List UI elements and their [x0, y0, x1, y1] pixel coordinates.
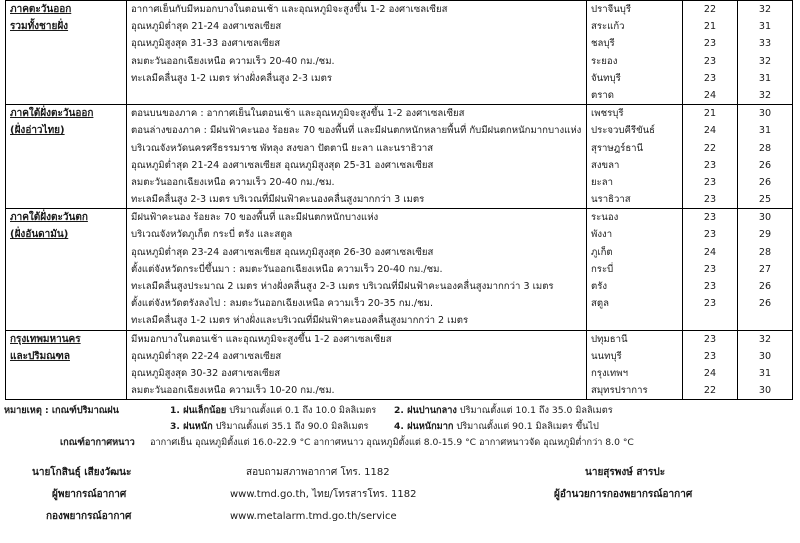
min-temp: [687, 312, 733, 329]
province-name: จันทบุรี: [591, 72, 621, 84]
region-group: [6, 330, 793, 400]
province-name: สระแก้ว: [591, 21, 625, 33]
max-temp: 26: [758, 159, 772, 171]
max-temp: 30: [758, 385, 772, 397]
forecast-description: [127, 1, 587, 105]
description-line: ลมตะวันออกเฉียงเหนือ ความเร็ว 10-20 กม./ชม.: [131, 385, 335, 397]
region-name-line: รวมทั้งชายฝั่ง: [10, 21, 69, 32]
description-line: อุณหภูมิต่ำสุด 21-24 องศาเซลเซียส: [131, 21, 282, 33]
min-temp: 23: [703, 55, 717, 67]
min-temp: 24: [703, 89, 717, 101]
max-temp: 31: [758, 367, 772, 379]
description-line: ตั้งแต่จังหวัดกระบี่ขึ้นมา : ลมตะวันออกเฉียงเหนือ ความเร็ว 20-40 กม./ชม.: [131, 263, 443, 275]
max-temp: 26: [758, 176, 772, 188]
max-temp: 31: [758, 21, 772, 33]
province-name: สงขลา: [591, 159, 620, 171]
max-temp-column: [738, 209, 793, 330]
min-temp: 23: [703, 281, 717, 292]
max-temp: 32: [758, 333, 772, 345]
cold-criteria-text: อากาศเย็น อุณหภูมิตั้งแต่ 16.0-22.9 °C อากาศหนาว อุณหภูมิตั้งแต่ 8.0-15.9 °C อากาศหนาวจัด อุณหภูมิต่ำกว่า 8.0 °C: [150, 437, 634, 449]
province-name: สุราษฎร์ธานี: [591, 142, 644, 154]
min-temp: 23: [703, 263, 717, 275]
min-temp-column: [683, 1, 738, 105]
region-name-line: ภาคใต้ฝั่งตะวันตก: [10, 212, 88, 224]
province-name: นราธิวาส: [591, 194, 631, 206]
province-name: ปราจีนบุรี: [591, 4, 632, 15]
max-temp: 31: [758, 72, 772, 84]
forecaster-name: นายโกสินธุ์ เสียงวัฒนะ: [32, 467, 132, 478]
description-line: ตอนบนของภาค : อากาศเย็นในตอนเช้า และอุณหภูมิจะสูงขึ้น 1-2 องศาเซลเซียส: [131, 108, 465, 120]
cold-criteria-label: เกณฑ์อากาศหนาว: [60, 437, 135, 449]
forecaster-dept: กองพยากรณ์อากาศ: [46, 511, 132, 522]
region-name-line: (ฝั่งอันดามัน): [10, 229, 69, 241]
region-name: [6, 330, 127, 400]
region-name-line: ภาคตะวันออก: [10, 4, 72, 15]
min-temp: 23: [703, 38, 717, 50]
province-name: เพชรบุรี: [591, 108, 624, 120]
description-line: ลมตะวันออกเฉียงเหนือ ความเร็ว 20-40 กม./ชม.: [131, 176, 335, 188]
max-temp: 28: [758, 142, 772, 154]
province-name: พังงา: [591, 229, 613, 241]
region-name-line: ภาคใต้ฝั่งตะวันออก: [10, 108, 94, 120]
province-name: ปทุมธานี: [591, 333, 628, 345]
min-temp: 23: [703, 159, 717, 171]
description-line: ทะเลมีคลื่นสูง 1-2 เมตร ห่างฝั่งและบริเวณที่มีฝนฟ้าคะนองคลื่นสูงมากกว่า 2 เมตร: [131, 315, 469, 327]
forecast-document: [2, 0, 798, 451]
province-name: ตราด: [591, 89, 615, 101]
min-temp: 23: [703, 212, 717, 224]
min-temp-column: [683, 209, 738, 330]
max-temp: 32: [758, 89, 772, 101]
director-title: ผู้อำนวยการกองพยากรณ์อากาศ: [554, 489, 693, 500]
max-temp: 32: [758, 55, 772, 67]
max-temp: 26: [758, 281, 772, 292]
min-temp-column: [683, 330, 738, 400]
description-line: ลมตะวันออกเฉียงเหนือ ความเร็ว 20-40 กม./ชม.: [131, 55, 335, 67]
province-name-column: [587, 105, 683, 209]
province-name: ระยอง: [591, 55, 618, 67]
max-temp: 32: [758, 4, 772, 15]
region-group: [6, 105, 793, 209]
province-name: สตูล: [591, 298, 609, 310]
province-name: นนทบุรี: [591, 350, 622, 362]
description-line: [131, 87, 582, 104]
description-line: อุณหภูมิต่ำสุด 23-24 องศาเซลเซียส อุณหภูมิสูงสุด 26-30 องศาเซลเซียส: [131, 246, 434, 258]
notes-section: [2, 403, 798, 451]
region-name: [6, 209, 127, 330]
description-line: อุณหภูมิสูงสุด 30-32 องศาเซลเซียส: [131, 367, 281, 379]
max-temp: 27: [758, 263, 772, 275]
forecast-description: [127, 105, 587, 209]
min-temp: 23: [703, 176, 717, 188]
description-line: ตั้งแต่จังหวัดตรังลงไป : ลมตะวันออกเฉียงเหนือ ความเร็ว 20-35 กม./ชม.: [131, 298, 434, 310]
forecast-description: [127, 330, 587, 400]
rain-criteria-2: 2. ฝนปานกลาง ปริมาณตั้งแต่ 10.1 ถึง 35.0 มิลลิเมตร: [394, 405, 613, 417]
min-temp: 23: [703, 350, 717, 362]
province-name: ประจวบคีรีขันธ์: [591, 125, 656, 137]
description-line: ทะเลมีคลื่นสูงประมาณ 2 เมตร ห่างฝั่งคลื่นสูง 2-3 เมตร บริเวณที่มีฝนฟ้าคะนองคลื่นสูงมากกว่า 3 เมตร: [131, 281, 554, 292]
max-temp: 30: [758, 108, 772, 120]
min-temp: 24: [703, 246, 717, 258]
region-name-line: (ฝั่งอ่าวไทย): [10, 125, 65, 137]
description-line: บริเวณจังหวัดนครศรีธรรมราช พัทลุง สงขลา ปัตตานี ยะลา และนราธิวาส: [131, 142, 434, 154]
max-temp: 25: [758, 194, 772, 206]
description-line: มีหมอกบางในตอนเช้า และอุณหภูมิจะสูงขึ้น 1-2 องศาเซลเซียส: [131, 333, 392, 345]
rain-criteria-3: 3. ฝนหนัก ปริมาณตั้งแต่ 35.1 ถึง 90.0 มิลลิเมตร: [170, 421, 369, 433]
max-temp: 30: [758, 212, 772, 224]
province-name-column: [587, 209, 683, 330]
province-name: ชลบุรี: [591, 38, 615, 50]
min-temp: 24: [703, 125, 717, 137]
region-name-line: และปริมณฑล: [10, 350, 70, 362]
min-temp: 23: [703, 72, 717, 84]
max-temp-column: [738, 1, 793, 105]
province-name: สมุทรปราการ: [591, 385, 648, 397]
director-name: นายสุรพงษ์ สารปะ: [585, 467, 666, 478]
description-line: ทะเลมีคลื่นสูง 2-3 เมตร บริเวณที่มีฝนฟ้าคะนองคลื่นสูงมากกว่า 3 เมตร: [131, 194, 425, 206]
description-line: ทะเลมีคลื่นสูง 1-2 เมตร ห่างฝั่งคลื่นสูง 2-3 เมตร: [131, 72, 333, 84]
min-temp: 21: [703, 21, 717, 33]
forecast-table: [5, 0, 793, 400]
max-temp: 33: [758, 38, 772, 50]
min-temp: 22: [703, 4, 717, 15]
max-temp: 28: [758, 246, 772, 258]
region-group: [6, 209, 793, 330]
description-line: ตอนล่างของภาค : มีฝนฟ้าคะนอง ร้อยละ 70 ของพื้นที่ และมีฝนตกหนักหลายพื้นที่ กับมีฝนตกหนักมากบางแห่ง: [131, 125, 582, 137]
hotline-text: สอบถามสภาพอากาศ โทร. 1182: [246, 467, 390, 478]
province-name: กรุงเทพฯ: [591, 367, 628, 379]
description-line: อุณหภูมิต่ำสุด 22-24 องศาเซลเซียส: [131, 350, 282, 362]
province-name: ยะลา: [591, 176, 614, 188]
region-name: [6, 105, 127, 209]
description-line: มีฝนฟ้าคะนอง ร้อยละ 70 ของพื้นที่ และมีฝนตกหนักบางแห่ง: [131, 212, 379, 224]
min-temp: 23: [703, 298, 717, 310]
rain-criteria-label: หมายเหตุ : เกณฑ์ปริมาณฝน: [4, 405, 119, 417]
description-line: อากาศเย็นกับมีหมอกบางในตอนเช้า และอุณหภูมิจะสูงขึ้น 1-2 องศาเซลเซียส: [131, 4, 448, 15]
region-name: [6, 1, 127, 105]
forecast-table-body: [6, 1, 793, 400]
max-temp: 30: [758, 350, 772, 362]
description-line: บริเวณจังหวัดภูเก็ต กระบี่ ตรัง และสตูล: [131, 229, 293, 241]
description-line: อุณหภูมิสูงสุด 31-33 องศาเซลเซียส: [131, 38, 281, 50]
province-name: กระบี่: [591, 263, 614, 275]
max-temp-column: [738, 105, 793, 209]
min-temp: 23: [703, 229, 717, 241]
description-line: อุณหภูมิต่ำสุด 21-24 องศาเซลเซียส อุณหภูมิสูงสุด 25-31 องศาเซลเซียส: [131, 159, 434, 171]
max-temp-column: [738, 330, 793, 400]
min-temp: 23: [703, 333, 717, 345]
max-temp: 31: [758, 125, 772, 137]
min-temp: 22: [703, 142, 717, 154]
rain-criteria-1: 1. ฝนเล็กน้อย ปริมาณตั้งแต่ 0.1 ถึง 10.0 มิลลิเมตร: [170, 405, 377, 417]
province-name: ภูเก็ต: [591, 246, 613, 258]
website-link[interactable]: www.tmd.go.th, ไทย/โทรสารโทร. 1182: [230, 489, 417, 500]
province-name: ระนอง: [591, 212, 619, 224]
rain-criteria-4: 4. ฝนหนักมาก ปริมาณตั้งแต่ 90.1 มิลลิเมตร ขึ้นไป: [394, 421, 599, 433]
min-temp: 21: [703, 108, 717, 120]
region-name-line: กรุงเทพมหานคร: [10, 333, 81, 345]
province-name-column: [587, 330, 683, 400]
province-name-column: [587, 1, 683, 105]
forecast-description: [127, 209, 587, 330]
province-name: [591, 312, 678, 329]
min-temp: 23: [703, 194, 717, 206]
max-temp: 29: [758, 229, 772, 241]
min-temp-column: [683, 105, 738, 209]
forecaster-title: ผู้พยากรณ์อากาศ: [52, 489, 127, 500]
metalarm-link[interactable]: www.metalarm.tmd.go.th/service: [230, 511, 397, 522]
min-temp: 22: [703, 385, 717, 397]
min-temp: 24: [703, 367, 717, 379]
max-temp: [742, 312, 788, 329]
max-temp: 26: [758, 298, 772, 310]
province-name: ตรัง: [591, 281, 608, 292]
region-group: [6, 1, 793, 105]
